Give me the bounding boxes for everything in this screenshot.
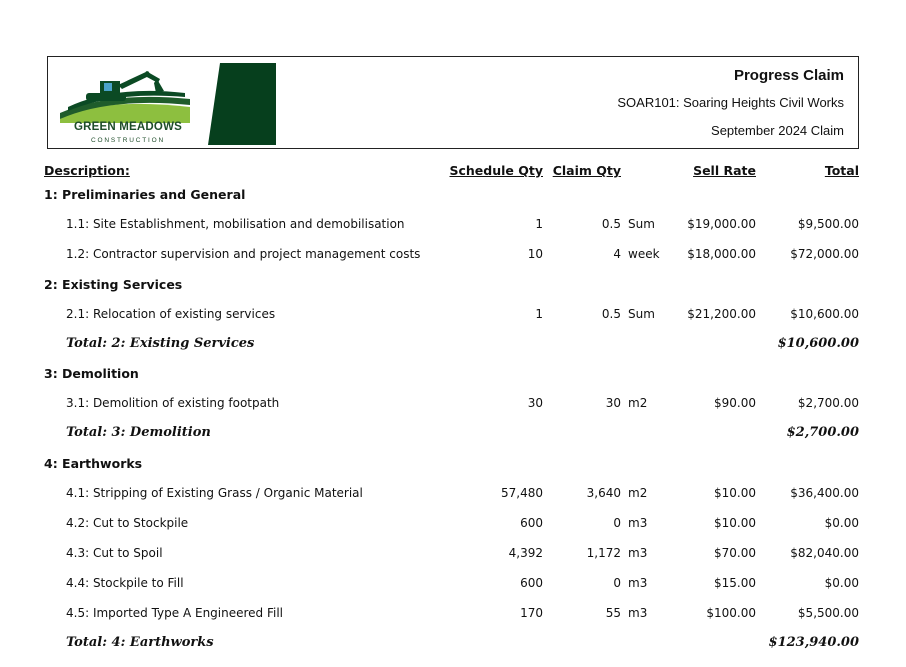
section-title: 3: Demolition xyxy=(44,366,139,381)
claim-qty: 1,172 xyxy=(586,546,621,560)
section-title: 4: Earthworks xyxy=(44,456,143,471)
schedule-qty: 1 xyxy=(535,307,543,321)
subtotal-value: $123,940.00 xyxy=(768,635,859,650)
subtotal-row xyxy=(0,635,906,655)
sell-rate: $100.00 xyxy=(706,606,756,620)
table-row xyxy=(0,576,906,596)
line-total: $72,000.00 xyxy=(790,247,859,261)
line-total: $0.00 xyxy=(824,576,859,590)
section-row xyxy=(0,187,906,207)
claim-qty: 0.5 xyxy=(601,217,621,231)
schedule-qty: 57,480 xyxy=(501,486,543,500)
sell-rate: $15.00 xyxy=(714,576,756,590)
subtotal-label: Total: 4: Earthworks xyxy=(66,635,214,650)
line-total: $2,700.00 xyxy=(797,396,859,410)
project-name: SOAR101: Soaring Heights Civil Works xyxy=(617,95,844,110)
unit: Sum xyxy=(628,217,655,231)
item-description: 4.1: Stripping of Existing Grass / Organic Material xyxy=(66,486,363,500)
col-claim-qty: Claim Qty xyxy=(552,163,621,178)
line-total: $10,600.00 xyxy=(790,307,859,321)
unit: m2 xyxy=(628,396,648,410)
table-row xyxy=(0,486,906,506)
schedule-qty: 4,392 xyxy=(508,546,543,560)
unit: Sum xyxy=(628,307,655,321)
item-description: 3.1: Demolition of existing footpath xyxy=(66,396,280,410)
item-description: 4.3: Cut to Spoil xyxy=(66,546,163,560)
item-description: 4.5: Imported Type A Engineered Fill xyxy=(66,606,284,620)
subtotal-row xyxy=(0,336,906,356)
unit: m3 xyxy=(628,546,648,560)
claim-qty: 4 xyxy=(613,247,621,261)
claim-qty: 0 xyxy=(613,576,621,590)
schedule-qty: 10 xyxy=(527,247,543,261)
section-title: 1: Preliminaries and General xyxy=(44,187,246,202)
claim-qty: 3,640 xyxy=(586,486,621,500)
line-total: $9,500.00 xyxy=(797,217,859,231)
unit: m3 xyxy=(628,606,648,620)
section-title: 2: Existing Services xyxy=(44,277,183,292)
unit: m3 xyxy=(628,576,648,590)
schedule-qty: 600 xyxy=(520,576,543,590)
subtotal-label: Total: 2: Existing Services xyxy=(66,336,255,351)
table-row xyxy=(0,247,906,267)
schedule-qty: 600 xyxy=(520,516,543,530)
subtotal-row xyxy=(0,425,906,445)
brand-block-graphic xyxy=(208,63,276,145)
subtotal-label: Total: 3: Demolition xyxy=(66,425,211,440)
unit: week xyxy=(628,247,660,261)
table-row xyxy=(0,606,906,626)
schedule-qty: 30 xyxy=(527,396,543,410)
table-row xyxy=(0,396,906,416)
item-description: 4.4: Stockpile to Fill xyxy=(66,576,184,590)
sell-rate: $70.00 xyxy=(714,546,756,560)
section-row xyxy=(0,366,906,386)
item-description: 4.2: Cut to Stockpile xyxy=(66,516,189,530)
claim-header xyxy=(47,56,859,149)
table-row xyxy=(0,546,906,566)
subtotal-value: $10,600.00 xyxy=(777,336,859,351)
sell-rate: $18,000.00 xyxy=(687,247,756,261)
table-row xyxy=(0,516,906,536)
sell-rate: $21,200.00 xyxy=(687,307,756,321)
item-description: 2.1: Relocation of existing services xyxy=(66,307,276,321)
line-total: $0.00 xyxy=(824,516,859,530)
line-total: $5,500.00 xyxy=(797,606,859,620)
claim-qty: 30 xyxy=(605,396,621,410)
schedule-qty: 170 xyxy=(520,606,543,620)
sell-rate: $10.00 xyxy=(714,486,756,500)
col-description: Description: xyxy=(44,163,130,178)
claim-qty: 0 xyxy=(613,516,621,530)
schedule-qty: 1 xyxy=(535,217,543,231)
unit: m3 xyxy=(628,516,648,530)
claim-qty: 55 xyxy=(605,606,621,620)
claim-period: September 2024 Claim xyxy=(711,123,844,138)
line-total: $82,040.00 xyxy=(790,546,859,560)
claim-qty: 0.5 xyxy=(601,307,621,321)
col-sell-rate: Sell Rate xyxy=(693,163,756,178)
sell-rate: $90.00 xyxy=(714,396,756,410)
col-total: Total xyxy=(824,163,859,178)
line-total: $36,400.00 xyxy=(790,486,859,500)
logo-name: GREEN MEADOWS xyxy=(73,121,183,133)
item-description: 1.2: Contractor supervision and project management costs xyxy=(66,247,421,261)
unit: m2 xyxy=(628,486,648,500)
sell-rate: $10.00 xyxy=(714,516,756,530)
subtotal-value: $2,700.00 xyxy=(786,425,859,440)
company-logo xyxy=(60,67,190,145)
sell-rate: $19,000.00 xyxy=(687,217,756,231)
col-schedule-qty: Schedule Qty xyxy=(449,163,543,178)
document-title: Progress Claim xyxy=(733,67,844,84)
table-row xyxy=(0,307,906,327)
table-row xyxy=(0,217,906,237)
logo-subtitle: CONSTRUCTION xyxy=(91,137,165,144)
section-row xyxy=(0,456,906,476)
excavator-logo-icon xyxy=(60,67,190,123)
item-description: 1.1: Site Establishment, mobilisation and demobilisation xyxy=(66,217,405,231)
section-row xyxy=(0,277,906,297)
